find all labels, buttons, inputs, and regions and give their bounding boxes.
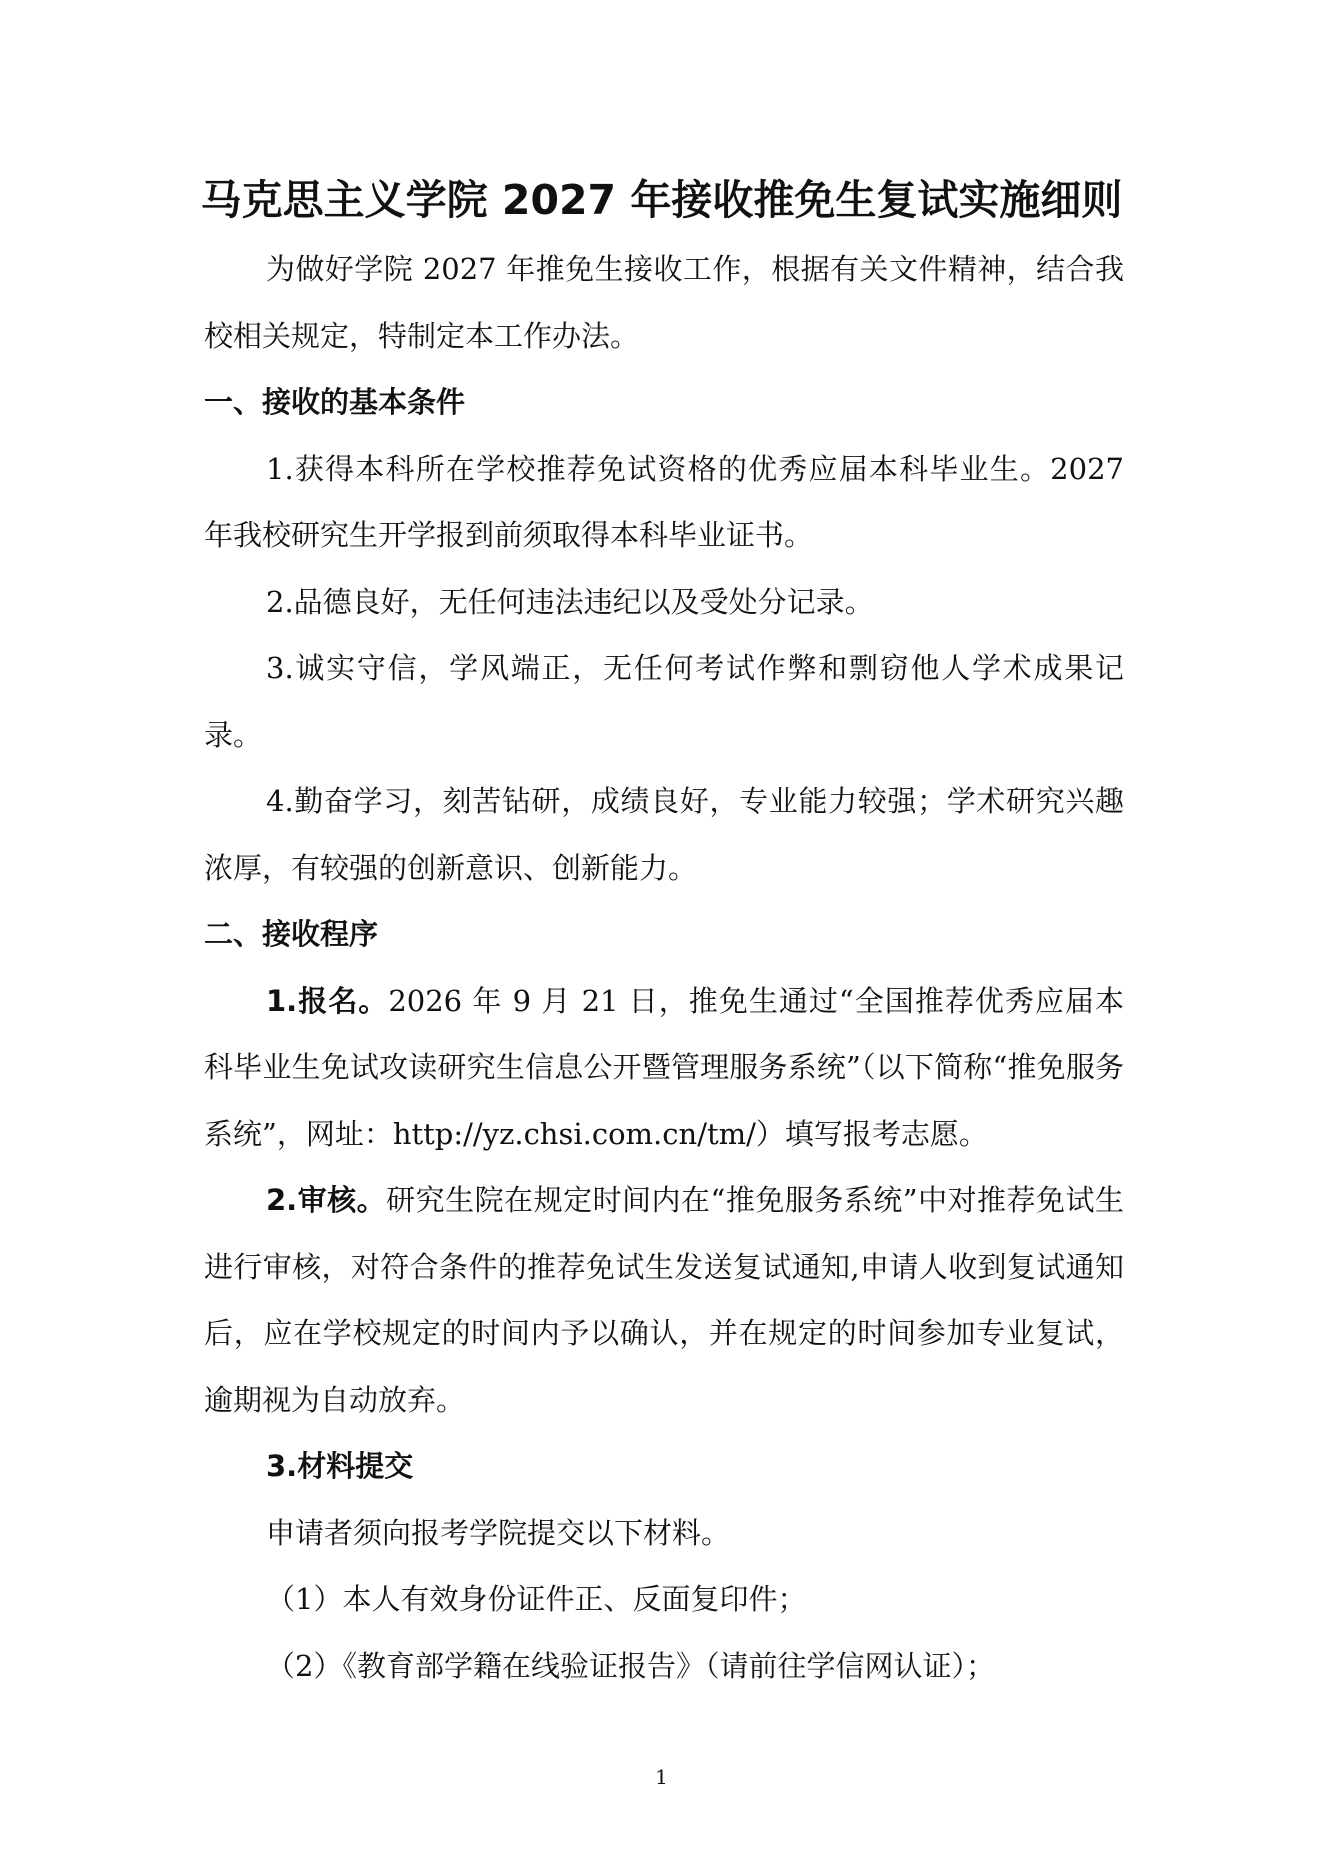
condition-item-2: 2.品德良好，无任何违法违纪以及受处分记录。 (266, 584, 874, 619)
condition-item-4: 4.勤奋学习，刻苦钻研，成绩良好，专业能力较强；学术研究兴趣浓厚，有较强的创新意识、创新能力。 (204, 784, 1124, 885)
step-label-review: 2.审核。 (266, 1183, 387, 1217)
procedure-step-materials-heading: 3.材料提交 (266, 1449, 414, 1483)
procedure-step-registration (204, 968, 1124, 1168)
material-item-1: （1）本人有效身份证件正、反面复印件； (266, 1582, 807, 1616)
procedure-step-review (204, 1167, 1124, 1433)
material-item-2: （2）《教育部学籍在线验证报告》（请前往学信网认证）； (266, 1648, 995, 1683)
page-number: 1 (655, 1765, 668, 1789)
materials-intro: 申请者须向报考学院提交以下材料。 (266, 1515, 731, 1550)
condition-item-3: 3.诚实守信，学风端正，无任何考试作弊和剽窃他人学术成果记录。 (204, 651, 1124, 752)
step-text-review: 研究生院在规定时间内在“推免服务系统”中对推荐免试生进行审核，对符合条件的推荐免试生发送复试通知,申请人收到复试通知后，应在学校规定的时间内予以确认，并在规定的时间参加专业复试，逾期视为自动放弃。 (204, 1183, 1124, 1417)
condition-item-1: 1.获得本科所在学校推荐免试资格的优秀应届本科毕业生。2027 年我校研究生开学报到前须取得本科毕业证书。 (204, 451, 1124, 552)
section-heading-basic-conditions: 一、接收的基本条件 (204, 385, 466, 419)
document-title: 马克思主义学院 2027 年接收推免生复试实施细则 (200, 176, 1123, 224)
document-body (204, 236, 1124, 1699)
step-text-registration: 2026 年 9 月 21 日，推免生通过“全国推荐优秀应届本科毕业生免试攻读研究生信息公开暨管理服务系统”（以下简称“推免服务系统”，网址：http://yz.chsi.com.cn/tm/）填写报考志愿。 (204, 983, 1124, 1151)
intro-paragraph: 为做好学院 2027 年推免生接收工作，根据有关文件精神，结合我校相关规定，特制定本工作办法。 (204, 252, 1124, 353)
section-heading-procedure: 二、接收程序 (204, 917, 379, 951)
step-label-registration: 1.报名。 (266, 983, 389, 1018)
